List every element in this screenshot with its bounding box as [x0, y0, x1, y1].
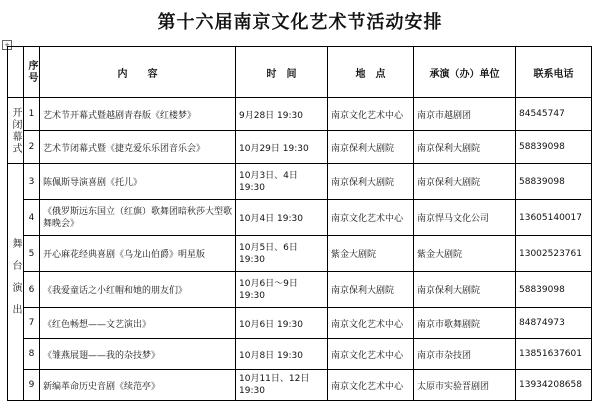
header-no: 序号: [24, 47, 40, 98]
table-row: [8, 200, 592, 236]
row-phone: 58839098: [516, 272, 592, 308]
row-venue: 南京文化艺术中心: [328, 370, 414, 401]
row-venue: 南京保利大剧院: [328, 131, 414, 164]
row-venue: 南京保利大剧院: [328, 164, 414, 200]
row-no: 8: [24, 339, 40, 370]
row-content: 《红色畅想——文艺演出》: [40, 308, 236, 339]
row-time: 10月8日 19:30: [236, 339, 328, 370]
row-org: 南京悍马文化公司: [414, 200, 516, 236]
table-row: [8, 339, 592, 370]
row-phone: 13605140017: [516, 200, 592, 236]
row-time: 10月29日 19:30: [236, 131, 328, 164]
row-time: 10月6日～9日 19:30: [236, 272, 328, 308]
row-time: 10月11日、12日 19:30: [236, 370, 328, 401]
table-row: [8, 131, 592, 164]
row-content: 《我爱童话之小红帽和她的朋友们》: [40, 272, 236, 308]
header-org: 承演（办）单位: [414, 47, 516, 98]
row-org: 南京市越剧团: [414, 98, 516, 131]
schedule-table: [7, 46, 592, 401]
row-phone: 13934208658: [516, 370, 592, 401]
row-org: 太原市实验晋剧团: [414, 370, 516, 401]
row-org: 南京保利大剧院: [414, 164, 516, 200]
row-phone: 58839098: [516, 131, 592, 164]
row-org: 南京市歌舞剧院: [414, 308, 516, 339]
row-content: 开心麻花经典喜剧《乌龙山伯爵》明星版: [40, 236, 236, 272]
row-no: 7: [24, 308, 40, 339]
header-time: 时 间: [236, 47, 328, 98]
row-venue: 南京文化艺术中心: [328, 308, 414, 339]
row-content: 艺术节闭幕式暨《捷克爱乐乐团音乐会》: [40, 131, 236, 164]
row-org: 南京保利大剧院: [414, 272, 516, 308]
group-performances: 舞台演出: [8, 164, 24, 401]
row-org: 南京市杂技团: [414, 339, 516, 370]
row-venue: 南京文化艺术中心: [328, 98, 414, 131]
row-time: 10月6日 19:30: [236, 308, 328, 339]
table-row: [8, 98, 592, 131]
row-content: 艺术节开幕式暨越剧青春版《红楼梦》: [40, 98, 236, 131]
row-venue: 南京文化艺术中心: [328, 200, 414, 236]
group-opening: 开闭幕式: [8, 98, 24, 164]
header-phone: 联系电话: [516, 47, 592, 98]
table-row: [8, 370, 592, 401]
row-phone: 84545747: [516, 98, 592, 131]
table-anchor-icon: +: [2, 40, 12, 50]
row-venue: 南京保利大剧院: [328, 272, 414, 308]
row-no: 5: [24, 236, 40, 272]
row-phone: 13851637601: [516, 339, 592, 370]
row-time: 9月28日 19:30: [236, 98, 328, 131]
table-row: [8, 236, 592, 272]
row-content: 《俄罗斯远东国立（红旗）歌舞团暗秋莎大型歌舞晚会》: [40, 200, 236, 236]
table-row: [8, 308, 592, 339]
row-org: 南京保利大剧院: [414, 131, 516, 164]
row-no: 4: [24, 200, 40, 236]
row-content: 陈佩斯导演喜剧《托儿》: [40, 164, 236, 200]
document-title: 第十六届南京文化艺术节活动安排: [157, 12, 443, 33]
row-time: 10月5日、6日 19:30: [236, 236, 328, 272]
row-time: 10月4日 19:30: [236, 200, 328, 236]
row-content: 新编革命历史音剧《续范亭》: [40, 370, 236, 401]
table-row: [8, 272, 592, 308]
table-row: [8, 164, 592, 200]
header-content: 内 容: [40, 47, 236, 98]
row-no: 1: [24, 98, 40, 131]
row-org: 紫金大剧院: [414, 236, 516, 272]
row-no: 2: [24, 131, 40, 164]
row-no: 9: [24, 370, 40, 401]
header-venue: 地 点: [328, 47, 414, 98]
header-group: [8, 47, 24, 98]
row-phone: 13002523761: [516, 236, 592, 272]
row-content: 《雏燕展翅——我的杂技梦》: [40, 339, 236, 370]
row-no: 3: [24, 164, 40, 200]
row-phone: 84874973: [516, 308, 592, 339]
header-row: [8, 47, 592, 98]
row-phone: 58839098: [516, 164, 592, 200]
row-no: 6: [24, 272, 40, 308]
row-venue: 紫金大剧院: [328, 236, 414, 272]
row-venue: 南京文化艺术中心: [328, 339, 414, 370]
row-time: 10月3日、4日 19:30: [236, 164, 328, 200]
